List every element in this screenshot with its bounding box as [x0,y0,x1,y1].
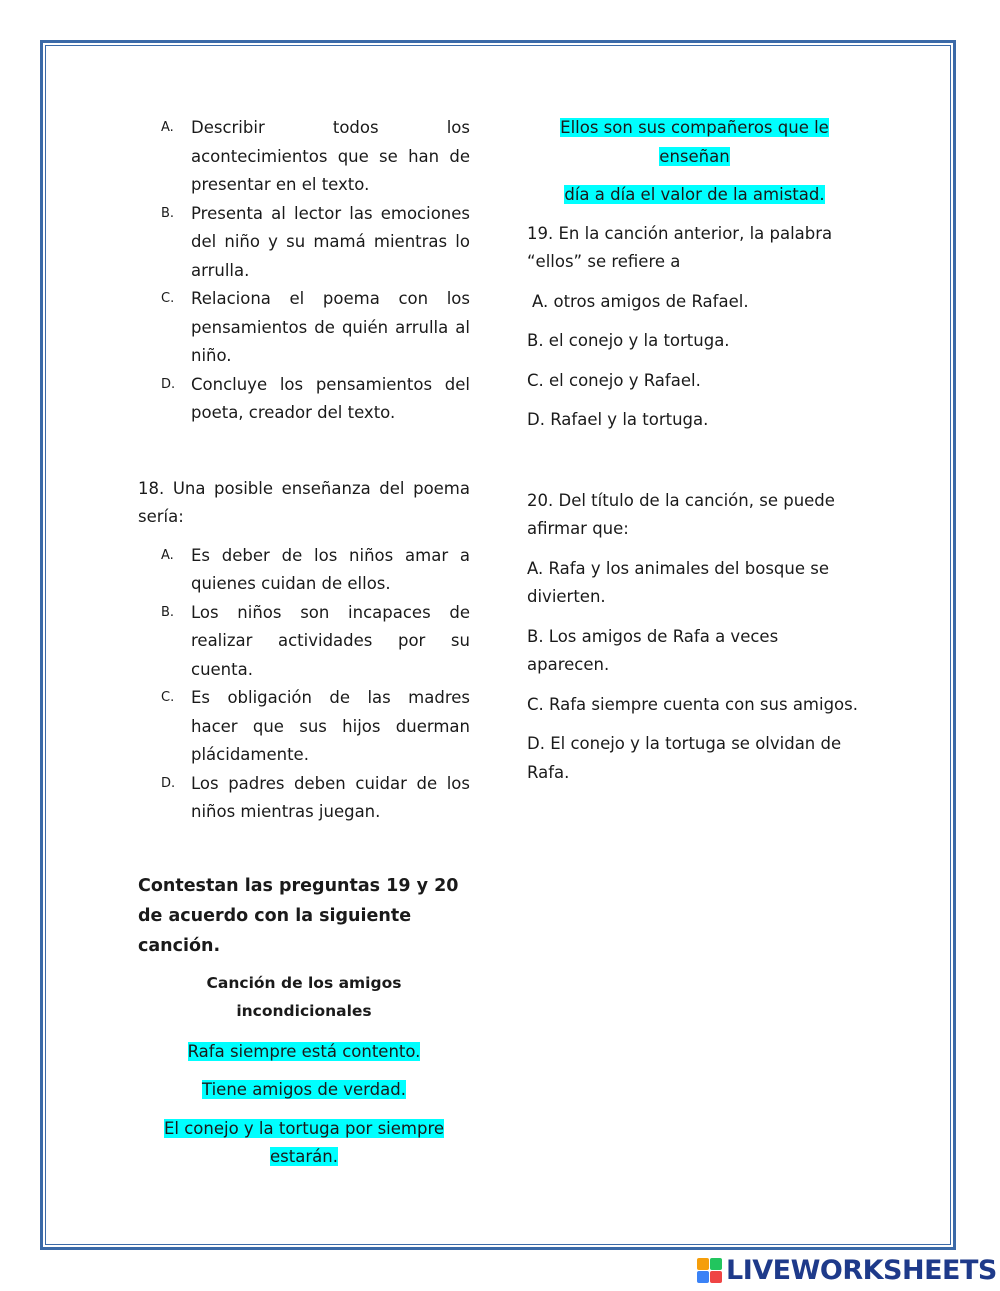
option-text: Relaciona el poema con los pensamientos de quién arrulla al niño. [191,289,470,365]
option-letter: B. [161,205,175,221]
brand-name: LIVEWORKSHEETS [726,1255,997,1286]
option-text: Concluye los pensamientos del poeta, creador del texto. [191,374,470,422]
logo-block-e [710,1271,722,1283]
option-letter: C. [161,291,175,306]
q17-option-b[interactable] [138,200,470,286]
q17-option-d[interactable] [138,371,470,428]
song-verse-4 [527,114,862,171]
song-verse-3 [138,1115,470,1172]
logo-icon [697,1258,722,1283]
q19-option-b[interactable]: B. el conejo y la tortuga. [527,331,730,350]
option-letter: A. [161,547,174,563]
q18-option-b[interactable] [138,599,470,685]
option-text: Los niños son incapaces de realizar actividades por su cuenta. [191,602,470,679]
q18-options [138,542,470,827]
q17-option-c[interactable] [138,285,470,371]
highlighted-text: Ellos son sus compañeros que le enseñan [560,118,829,166]
q17-option-a[interactable] [138,114,470,200]
option-letter: D. [161,775,176,791]
q19-question: 19. En la canción anterior, la palabra “ellos” se refiere a [527,223,833,271]
option-letter: A. [161,120,174,135]
q20-question: 20. Del título de la canción, se puede afirmar que: [527,490,835,538]
option-letter: C. [161,690,175,705]
logo-block-v [697,1271,709,1283]
q20-option-a[interactable]: A. Rafa y los animales del bosque se divierten. [527,558,830,606]
q18-option-d[interactable] [138,770,470,827]
option-letter: D. [161,376,176,392]
option-letter: B. [161,604,175,620]
option-text: Presenta al lector las emociones del niño y su mamá mientras lo arrulla. [191,203,470,280]
highlighted-text: día a día el valor de la amistad. [564,185,825,204]
option-text: Los padres deben cuidar de los niños mientras juegan. [191,773,470,821]
highlighted-text: Tiene amigos de verdad. [202,1080,406,1099]
logo-block-l [697,1258,709,1270]
logo-block-i [710,1258,722,1270]
q18-question: 18. Una posible enseñanza del poema sería: [138,478,470,526]
q19-option-d[interactable]: D. Rafael y la tortuga. [527,410,709,429]
q18-option-a[interactable] [138,542,470,599]
song-verse-2 [138,1076,470,1105]
option-text: Es deber de los niños amar a quienes cuidan de ellos. [191,545,470,593]
song-verse-1 [138,1038,470,1067]
option-text: Es obligación de las madres hacer que sus hijos duerman plácidamente. [191,688,470,764]
q17-options [138,114,470,428]
song-verse-5 [527,181,862,210]
q19-option-a[interactable]: A. otros amigos de Rafael. [532,291,749,311]
q20-option-c[interactable]: C. Rafa siempre cuenta con sus amigos. [527,694,858,714]
song-title: Canción de los amigos incondicionales [206,973,402,1020]
instructions: Contestan las preguntas 19 y 20 de acuerdo con la siguiente canción. [138,875,459,956]
right-column [527,114,862,787]
q18-option-c[interactable] [138,684,470,770]
liveworksheets-logo [697,1255,997,1286]
option-text: Describir todos los acontecimientos que se han de presentar en el texto. [191,118,470,194]
q19-option-c[interactable]: C. el conejo y Rafael. [527,370,701,390]
q20-option-b[interactable]: B. Los amigos de Rafa a veces aparecen. [527,626,779,674]
left-column [138,114,470,1172]
q20-option-d[interactable]: D. El conejo y la tortuga se olvidan de Rafa. [527,734,842,782]
highlighted-text: El conejo y la tortuga por siempre estarán. [163,1118,445,1166]
highlighted-text: Rafa siempre está contento. [187,1041,421,1061]
